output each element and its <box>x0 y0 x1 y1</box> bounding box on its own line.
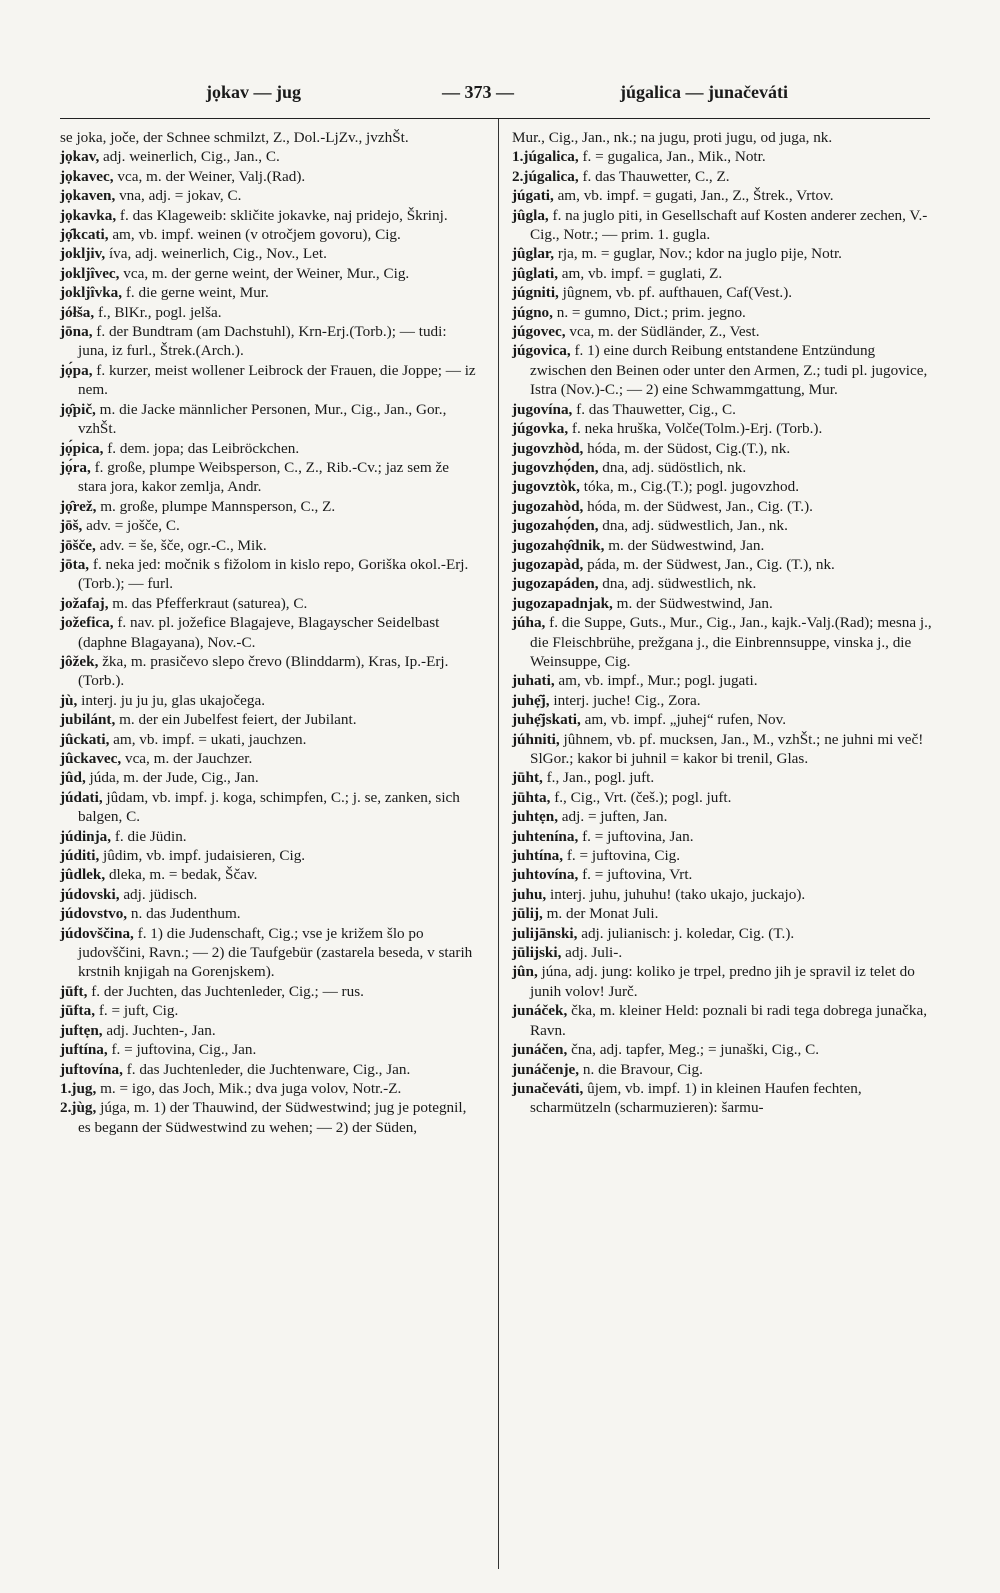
entry-definition: f. die gerne weint, Mur. <box>125 284 269 302</box>
entry-definition: adv. = še, šče, ogr.-C., Mik. <box>99 536 267 554</box>
entry-definition: f. das Klageweib: skličite jokavke, naj pridejo, Škrinj. <box>119 206 448 224</box>
dictionary-entry <box>60 1021 480 1040</box>
entry-definition: am, vb. impf. „juhej“ rufen, Nov. <box>584 711 787 729</box>
dictionary-entry <box>60 439 480 458</box>
entry-headword: jọ́ra, <box>60 458 91 476</box>
entry-headword: juhu, <box>512 885 547 903</box>
dictionary-entry <box>60 652 480 691</box>
entry-headword: 2.jùg, <box>60 1099 97 1117</box>
dictionary-entry <box>60 400 480 439</box>
entry-definition: f. die Suppe, Guts., Mur., Cig., Jan., kajk.-Valj.(Rad); mesna j., die Fleischbrühe, prežgana j., die Einbrennsuppe, vinska j., die Weinsuppe, Cig. <box>530 614 932 670</box>
entry-headword: júgovka, <box>512 420 569 438</box>
dictionary-entry <box>512 904 932 923</box>
entry-headword: jółša, <box>60 303 95 321</box>
entry-definition: rja, m. = guglar, Nov.; kdor na juglo pije, Notr. <box>557 245 842 263</box>
entry-definition: dna, adj. südwestlich, Jan., nk. <box>602 517 788 535</box>
dictionary-entry <box>60 1079 480 1098</box>
dictionary-entry <box>512 536 932 555</box>
dictionary-entry <box>60 322 480 361</box>
entry-definition: jûdam, vb. impf. j. koga, schimpfen, C.; j. se, zanken, sich balgen, C. <box>78 788 460 826</box>
entry-headword: junáčenje, <box>512 1060 580 1078</box>
dictionary-entry <box>512 788 932 807</box>
header-rule <box>60 118 930 119</box>
entry-headword: jūfta, <box>60 1002 96 1020</box>
entry-definition: adj. Juli-. <box>565 944 623 962</box>
entry-headword: júhniti, <box>512 730 560 748</box>
entry-headword: júdati, <box>60 788 103 806</box>
entry-definition: f. = gugalica, Jan., Mik., Notr. <box>582 148 766 166</box>
dictionary-entry <box>512 206 932 245</box>
dictionary-entry <box>60 516 480 535</box>
dictionary-entry <box>512 613 932 671</box>
entry-headword: jūht, <box>512 769 543 787</box>
entry-headword: jūhta, <box>512 788 551 806</box>
dictionary-entry <box>512 264 932 283</box>
entry-definition: hóda, m. der Südwest, Jan., Cig. (T.). <box>587 497 813 515</box>
entry-definition: m. großе, plumpe Mannsperson, C., Z. <box>100 497 336 515</box>
dictionary-entry <box>60 1001 480 1020</box>
entry-definition: m. = igo, das Joch, Mik.; dva juga volov, Notr.-Z. <box>100 1079 402 1097</box>
dictionary-entry <box>512 1079 932 1118</box>
dictionary-entry <box>512 303 932 322</box>
entry-headword: júha, <box>512 614 546 632</box>
entry-headword: jûglati, <box>512 264 558 282</box>
entry-definition: f., Jan., pogl. juft. <box>546 769 655 787</box>
entry-headword: 2.júgalica, <box>512 167 579 185</box>
entry-headword: jûdlek, <box>60 866 106 884</box>
dictionary-entry <box>60 264 480 283</box>
dictionary-entry <box>60 924 480 982</box>
dictionary-entry <box>512 128 932 147</box>
entry-definition: interj. ju ju ju, glas ukajočega. <box>81 691 265 709</box>
dictionary-entry <box>60 458 480 497</box>
entry-headword: júgno, <box>512 303 553 321</box>
dictionary-entry <box>60 1040 480 1059</box>
dictionary-entry <box>60 361 480 400</box>
entry-headword: jōta, <box>60 555 90 573</box>
dictionary-entry <box>60 303 480 322</box>
dictionary-entry <box>60 186 480 205</box>
dictionary-entry <box>512 691 932 710</box>
dictionary-entry <box>60 730 480 749</box>
dictionary-entry <box>512 827 932 846</box>
entry-headword: juhtẹn, <box>512 808 558 826</box>
entry-headword: jožafaj, <box>60 594 109 612</box>
entry-definition: f. 1) eine durch Reibung entstandene Entzündung zwischen den Beinen oder unter den Armen, Z.; tudi pl. jugovice, Istra (Nov.)-C.; — 2) eine Schwammgattung, Mur. <box>530 342 928 399</box>
entry-headword: juhati, <box>512 672 555 690</box>
entry-definition: am, vb. impf. = gugati, Jan., Z., Štrek., Vrtov. <box>557 187 834 205</box>
entry-definition: páda, m. der Südwest, Jan., Cig. (T.), nk. <box>587 555 835 573</box>
entry-headword: jugozahọ́den, <box>512 517 599 535</box>
entry-headword: jọ̑rež, <box>60 497 97 515</box>
dictionary-entry <box>60 885 480 904</box>
dictionary-entry <box>60 147 480 166</box>
entry-definition: čna, adj. tapfer, Meg.; = junaški, Cig., C. <box>571 1041 820 1059</box>
entry-definition: m. die Jacke männlicher Personen, Mur., Cig., Jan., Gor., vzhŠt. <box>78 400 447 438</box>
entry-headword: jūlijski, <box>512 944 562 962</box>
dictionary-entry <box>60 225 480 244</box>
entry-headword: jọ̑pič, <box>60 400 96 418</box>
entry-headword: juhtovína, <box>512 866 579 884</box>
dictionary-entry <box>60 982 480 1001</box>
entry-definition: m. das Pfefferkraut (saturea), C. <box>112 594 308 612</box>
dictionary-entry <box>60 206 480 225</box>
entry-definition: am, vb. impf. = guglati, Z. <box>561 264 723 282</box>
entry-definition: f. 1) die Judenschaft, Cig.; vse je križem šlo po judovščini, Ravn.; — 2) die Taufgebür (zastarela beseda, v starih krstnih knjigah na Gorenjskem). <box>78 924 473 981</box>
dictionary-entry <box>512 768 932 787</box>
entry-definition: f., Cig., Vrt. (češ.); pogl. juft. <box>554 788 732 806</box>
dictionary-entry <box>512 322 932 341</box>
entry-headword: jûgla, <box>512 206 549 224</box>
dictionary-entry <box>512 885 932 904</box>
dictionary-entry <box>60 244 480 263</box>
dictionary-entry <box>512 574 932 593</box>
dictionary-entry <box>512 244 932 263</box>
entry-definition: vca, m. der Südländer, Z., Vest. <box>569 323 760 341</box>
entry-definition: júda, m. der Jude, Cig., Jan. <box>89 769 259 787</box>
entry-headword: jokljîvec, <box>60 264 120 282</box>
entry-definition: am, vb. impf. = ukati, jauchzen. <box>113 730 307 748</box>
entry-headword: jọkav, <box>60 148 100 166</box>
entry-definition: n. das Judenthum. <box>130 905 241 923</box>
dictionary-entry <box>60 865 480 884</box>
entry-definition: f. kurzer, meist wollener Leibrock der Frauen, die Joppe; — iz nem. <box>78 361 476 399</box>
dictionary-entry <box>512 807 932 826</box>
entry-headword: jugovína, <box>512 400 573 418</box>
entry-headword: jugovzhòd, <box>512 439 584 457</box>
entry-definition: čka, m. kleiner Held: poznali bi radi tega dobrega junačka, Ravn. <box>530 1002 927 1039</box>
entry-definition: f. = juftovina, Cig., Jan. <box>111 1041 257 1059</box>
entry-headword: jûckati, <box>60 730 110 748</box>
dictionary-entry <box>60 497 480 516</box>
entry-headword: jōna, <box>60 323 93 341</box>
entry-definition: f., BlKr., pogl. jelša. <box>97 303 222 321</box>
entry-definition: n. die Bravour, Cig. <box>582 1060 703 1078</box>
entry-definition: adj. julianisch: j. koledar, Cig. (T.). <box>581 924 795 942</box>
dictionary-entry <box>512 477 932 496</box>
entry-definition: jûgnem, vb. pf. aufthauen, Caf(Vest.). <box>562 284 793 302</box>
entry-definition: f. das Juchtenleder, die Juchtenware, Cig., Jan. <box>126 1060 411 1078</box>
entry-definition: adv. = jošče, C. <box>86 517 180 535</box>
entry-headword: jọ́pica, <box>60 439 104 457</box>
entry-definition: jûdim, vb. impf. judaisieren, Cig. <box>103 847 306 865</box>
entry-headword: jugozapàd, <box>512 555 584 573</box>
entry-headword: jugovztòk, <box>512 478 580 496</box>
dictionary-entry <box>60 904 480 923</box>
entry-definition: f. = juft, Cig. <box>98 1002 179 1020</box>
dictionary-entry <box>512 419 932 438</box>
entry-headword: juftína, <box>60 1041 108 1059</box>
entry-definition: m. der ein Jubelfest feiert, der Jubilant. <box>119 711 357 729</box>
entry-definition: interj. juhu, juhuhu! (tako ukajo, juckajo). <box>550 885 806 903</box>
dictionary-entry <box>512 962 932 1001</box>
dictionary-entry <box>512 1040 932 1059</box>
entry-headword: junáček, <box>512 1002 568 1020</box>
entry-definition: m. der Südwestwind, Jan. <box>608 536 765 554</box>
header-left-guideword: jọkav — jug <box>206 82 302 102</box>
entry-headword: jûn, <box>512 963 538 981</box>
dictionary-entry <box>512 283 932 302</box>
dictionary-entry <box>60 768 480 787</box>
entry-definition: f. das Thauwetter, C., Z. <box>582 167 730 185</box>
entry-definition: am, vb. impf., Mur.; pogl. jugati. <box>558 672 758 690</box>
entry-definition: m. der Südwestwind, Jan. <box>616 594 773 612</box>
entry-definition: Mur., Cig., Jan., nk.; na jugu, proti jugu, od juga, nk. <box>512 129 833 146</box>
entry-headword: juhẹ̑jskati, <box>512 711 581 729</box>
dictionary-entry <box>512 710 932 729</box>
entry-headword: júgovec, <box>512 323 566 341</box>
dictionary-entry <box>512 865 932 884</box>
dictionary-entry <box>512 671 932 690</box>
dictionary-entry <box>60 283 480 302</box>
dictionary-entry <box>512 497 932 516</box>
dictionary-entry <box>60 846 480 865</box>
dictionary-entry <box>60 536 480 555</box>
entry-headword: jugozapadnjak, <box>512 594 613 612</box>
dictionary-entry <box>60 555 480 594</box>
entry-headword: jọkavka, <box>60 206 117 224</box>
right-column <box>512 128 932 1118</box>
dictionary-entry <box>60 1098 480 1137</box>
entry-headword: jȏžek, <box>60 652 99 670</box>
entry-definition: žka, m. prasičevo slepo črevo (Blinddarm), Kras, Ip.-Erj.(Torb.). <box>78 652 449 690</box>
entry-definition: adj. weinerlich, Cig., Jan., C. <box>103 148 280 166</box>
entry-headword: jọ́pa, <box>60 361 93 379</box>
dictionary-entry <box>512 594 932 613</box>
dictionary-entry <box>60 691 480 710</box>
entry-definition: m. der Monat Juli. <box>546 905 659 923</box>
dictionary-entry <box>512 516 932 535</box>
entry-definition: n. = gumno, Dict.; prim. jegno. <box>556 303 746 321</box>
entry-headword: júgovica, <box>512 342 571 360</box>
entry-definition: júna, adj. jung: koliko je trpel, predno jih je spravil iz telet do junih volov! Jurč. <box>530 963 915 1000</box>
entry-headword: júdovstvo, <box>60 905 128 923</box>
entry-definition: interj. juche! Cig., Zora. <box>553 691 701 709</box>
dictionary-entry <box>512 555 932 574</box>
dictionary-entry <box>512 458 932 477</box>
dictionary-entry <box>60 167 480 186</box>
entry-headword: junačeváti, <box>512 1079 584 1097</box>
entry-headword: jugozahòd, <box>512 497 584 515</box>
column-divider <box>498 119 499 1569</box>
entry-headword: jûglar, <box>512 245 555 263</box>
entry-headword: jokljîvka, <box>60 284 123 302</box>
entry-definition: adj. = juften, Jan. <box>561 808 668 826</box>
entry-headword: jubilánt, <box>60 711 116 729</box>
entry-definition: f. das Thauwetter, Cig., C. <box>576 400 736 418</box>
entry-definition: dna, adj. südöstlich, nk. <box>602 458 747 476</box>
entry-definition: íva, adj. weinerlich, Cig., Nov., Let. <box>108 245 327 263</box>
entry-headword: juhẹ̑j, <box>512 691 550 709</box>
entry-headword: 1.jug, <box>60 1079 97 1097</box>
entry-definition: f. = juftovina, Jan. <box>582 827 694 845</box>
header-right-guideword: júgalica — junačeváti <box>620 82 788 102</box>
entry-definition: f. dem. jopa; das Leibröckchen. <box>107 439 300 457</box>
entry-definition: f. große, plumpe Weibsperson, C., Z., Rib.-Cv.; jaz sem že stara jora, kakor zemlja, Andr. <box>78 458 449 496</box>
entry-headword: júdinja, <box>60 827 112 845</box>
entry-headword: juftovína, <box>60 1060 123 1078</box>
dictionary-entry <box>512 186 932 205</box>
entry-headword: júgati, <box>512 187 554 205</box>
entry-definition: vca, m. der Weiner, Valj.(Rad). <box>117 167 306 185</box>
left-column <box>60 128 480 1137</box>
entry-headword: juhtenína, <box>512 827 579 845</box>
entry-definition: vca, m. der Jauchzer. <box>124 750 253 767</box>
dictionary-entry <box>512 846 932 865</box>
entry-definition: f. na juglo piti, in Gesellschaft auf Kosten anderer zechen, V.-Cig., Notr.; — prim. 1. gugla. <box>530 206 928 244</box>
entry-headword: júdovski, <box>60 885 120 903</box>
entry-definition: adj. jüdisch. <box>123 885 198 903</box>
entry-definition: dleka, m. = bedak, Ščav. <box>108 866 258 884</box>
entry-headword: jugovzhọ́den, <box>512 458 599 476</box>
page-number: — 373 — <box>442 82 514 102</box>
dictionary-entry <box>512 1001 932 1040</box>
entry-definition: hóda, m. der Südost, Cig.(T.), nk. <box>587 439 791 457</box>
entry-headword: junáčen, <box>512 1041 568 1059</box>
dictionary-entry <box>512 730 932 769</box>
dictionary-entry <box>60 749 480 768</box>
entry-definition: vca, m. der gerne weint, der Weiner, Mur., Cig. <box>123 264 410 282</box>
entry-definition: júga, m. 1) der Thauwind, der Südwestwind; jug je potegnil, es begann der Südwestwind zu wehen; — 2) der Süden, <box>78 1099 467 1136</box>
dictionary-entry <box>512 1060 932 1079</box>
entry-definition: tóka, m., Cig.(T.); pogl. jugovzhod. <box>583 478 799 496</box>
entry-definition: se joka, joče, der Schnee schmilzt, Z., Dol.-LjZv., jvzhŠt. <box>60 129 409 146</box>
entry-headword: jugozahọ̑dnik, <box>512 536 605 554</box>
page-header <box>60 78 940 118</box>
dictionary-entry <box>60 710 480 729</box>
dictionary-entry <box>60 128 480 147</box>
entry-definition: f. = juftovina, Vrt. <box>582 866 693 884</box>
dictionary-entry <box>512 147 932 166</box>
entry-headword: júgniti, <box>512 284 559 302</box>
dictionary-entry <box>512 400 932 419</box>
entry-headword: jūft, <box>60 982 88 1000</box>
entry-headword: júditi, <box>60 847 100 865</box>
entry-headword: 1.júgalica, <box>512 148 579 166</box>
entry-definition: vna, adj. = jokav, C. <box>119 187 242 205</box>
entry-headword: jûd, <box>60 769 86 787</box>
entry-definition: ûjem, vb. impf. 1) in kleinen Haufen fechten, scharmützeln (scharmuzieren): šarmu- <box>530 1079 862 1117</box>
entry-headword: jugozapáden, <box>512 575 599 593</box>
entry-headword: jūlij, <box>512 905 543 923</box>
entry-definition: f. der Juchten, das Juchtenleder, Cig.; — rus. <box>91 982 364 1000</box>
entry-headword: julijānski, <box>512 924 578 942</box>
entry-definition: f. nav. pl. jožefice Blagajeve, Blagayscher Seidelbast (daphne Blagayana), Nov.-C. <box>78 614 440 651</box>
dictionary-entry <box>60 827 480 846</box>
entry-definition: am, vb. impf. weinen (v otročjem govoru), Cig. <box>112 226 401 244</box>
dictionary-entry <box>60 788 480 827</box>
entry-headword: jokljiv, <box>60 245 106 263</box>
dictionary-entry <box>512 924 932 943</box>
entry-headword: jōšče, <box>60 536 96 554</box>
entry-definition: dna, adj. südwestlich, nk. <box>602 575 757 593</box>
entry-headword: jōš, <box>60 517 83 535</box>
entry-headword: jûckavec, <box>60 750 122 767</box>
entry-definition: jûhnem, vb. pf. mucksen, Jan., M., vzhŠt.; ne juhni mi več! SlGor.; kakor bi juhnil = kakor bi trenil, Glas. <box>530 730 924 767</box>
entry-definition: f. neka jed: močnik s fižolom in kislo repo, Goriška okol.-Erj.(Torb.); — furl. <box>78 555 469 593</box>
entry-headword: juftẹn, <box>60 1021 103 1039</box>
entry-headword: júdovščina, <box>60 924 134 942</box>
dictionary-entry <box>512 167 932 186</box>
dictionary-entry <box>512 439 932 458</box>
dictionary-entry <box>512 943 932 962</box>
entry-headword: jọ̑kcati, <box>60 226 109 244</box>
entry-definition: adj. Juchten-, Jan. <box>106 1021 216 1039</box>
dictionary-entry <box>60 613 480 652</box>
entry-headword: jù, <box>60 691 78 709</box>
entry-headword: jọkaven, <box>60 187 116 205</box>
entry-definition: f. die Jüdin. <box>114 827 187 845</box>
dictionary-entry <box>512 341 932 399</box>
entry-definition: f. der Bundtram (am Dachstuhl), Krn-Erj.(Torb.); — tudi: juna, iz furl., Štrek.(Arch.). <box>78 323 447 360</box>
entry-headword: juhtína, <box>512 847 564 865</box>
entry-headword: jọkavec, <box>60 167 114 185</box>
entry-definition: f. = juftovina, Cig. <box>566 847 681 865</box>
entry-definition: f. neka hruška, Volče(Tolm.)-Erj. (Torb.). <box>571 420 823 438</box>
dictionary-entry <box>60 594 480 613</box>
dictionary-entry <box>60 1060 480 1079</box>
entry-headword: jožefica, <box>60 614 114 632</box>
